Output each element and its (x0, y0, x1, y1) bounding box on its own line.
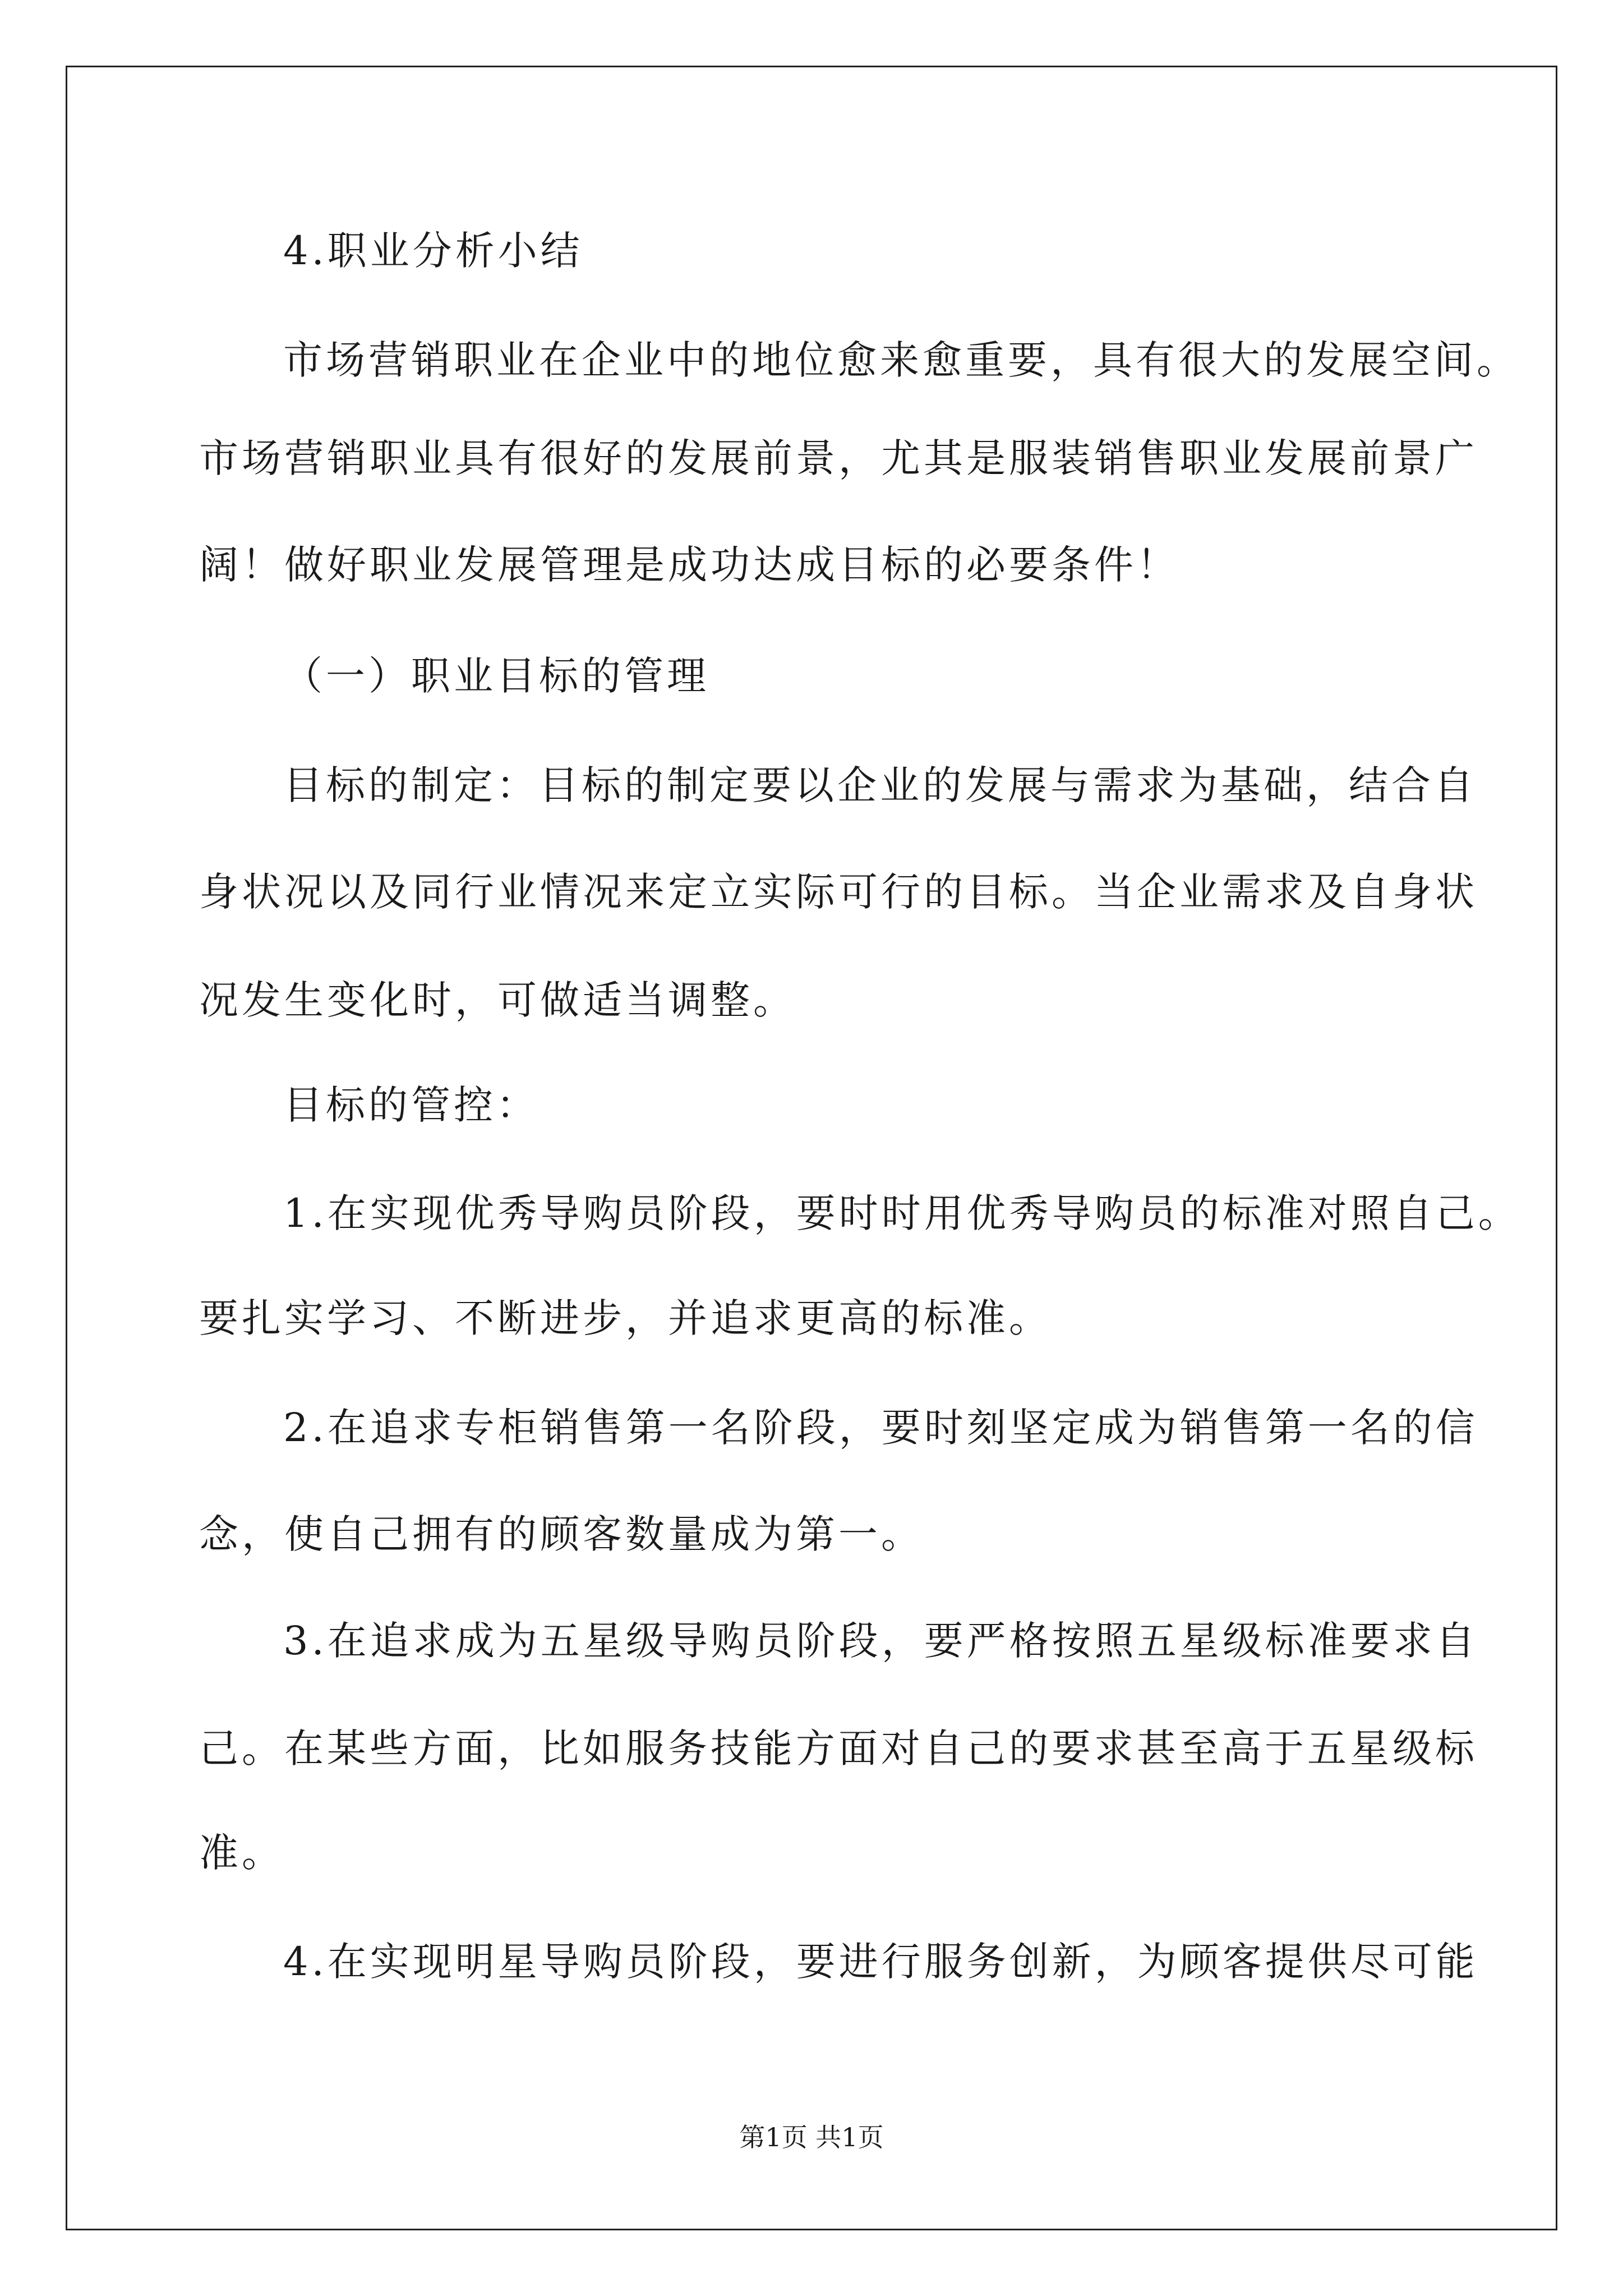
section-heading: 4.职业分析小结 (283, 228, 583, 274)
paragraph-line: 况发生变化时，可做适当调整。 (199, 977, 796, 1023)
page-border (66, 66, 1557, 2230)
paragraph-line: 4.在实现明星导购员阶段，要进行服务创新，为顾客提供尽可能 (283, 1939, 1478, 1985)
paragraph-line: 1.在实现优秀导购员阶段，要时时用优秀导购员的标准对照自己。 (283, 1190, 1521, 1236)
paragraph-line: 2.在追求专柜销售第一名阶段，要时刻坚定成为销售第一名的信 (283, 1405, 1478, 1451)
paragraph-line: 己。在某些方面，比如服务技能方面对自己的要求甚至高于五星级标 (199, 1726, 1478, 1772)
paragraph-line: 要扎实学习、不断进步，并追求更高的标准。 (199, 1295, 1052, 1341)
paragraph-line: 准。 (199, 1830, 284, 1876)
paragraph-line: 3.在追求成为五星级导购员阶段，要严格按照五星级标准要求自 (283, 1618, 1478, 1664)
paragraph-line: 阔！做好职业发展管理是成功达成目标的必要条件！ (199, 542, 1179, 588)
paragraph-line: 念，使自己拥有的顾客数量成为第一。 (199, 1511, 924, 1557)
paragraph-line: 市场营销职业在企业中的地位愈来愈重要，具有很大的发展空间。 (283, 337, 1519, 383)
subsection-heading: （一）职业目标的管理 (283, 653, 709, 699)
paragraph-line: 目标的管控： (283, 1082, 539, 1128)
paragraph-line: 目标的制定：目标的制定要以企业的发展与需求为基础，结合自 (283, 762, 1477, 808)
paragraph-line: 身状况以及同行业情况来定立实际可行的目标。当企业需求及自身状 (199, 869, 1478, 915)
paragraph-line: 市场营销职业具有很好的发展前景，尤其是服装销售职业发展前景广 (199, 435, 1478, 481)
page-footer: 第1页 共1页 (739, 2122, 884, 2152)
